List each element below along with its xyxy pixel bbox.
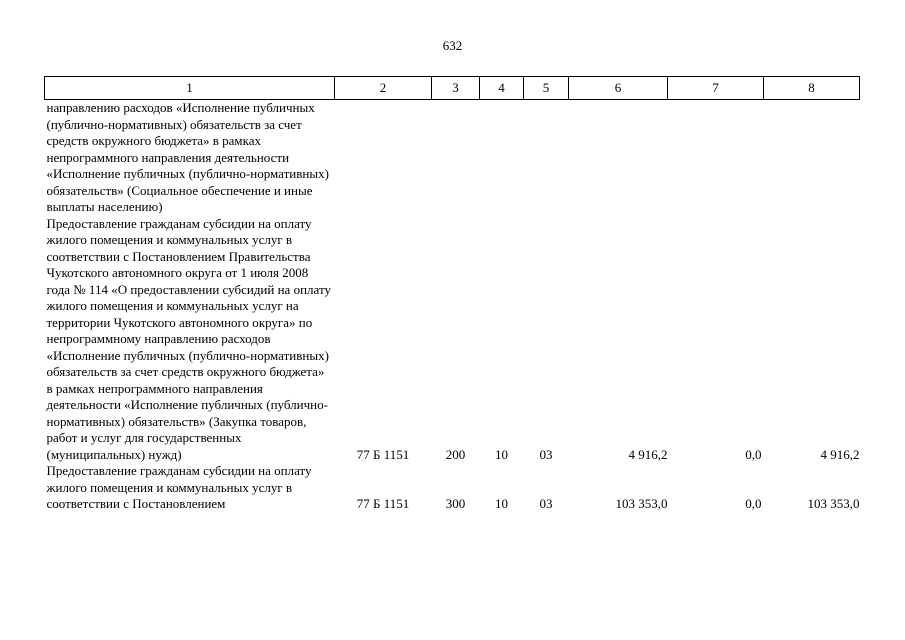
table-row [45, 100, 860, 216]
cell-amount-8: 4 916,2 [820, 446, 860, 462]
page-number: 632 [442, 38, 463, 53]
cell-subsection: 03 [539, 496, 553, 511]
table-header [45, 77, 860, 100]
cell-amount-8: 103 353,0 [807, 496, 860, 511]
cell-section: 10 [495, 446, 508, 462]
cell-subsection: 03 [539, 446, 553, 462]
table-header-row [45, 77, 860, 100]
budget-table [44, 76, 860, 513]
cell-amount-6 [569, 100, 668, 216]
cell-target-code: 77 Б 1151 [356, 446, 410, 462]
cell-amount-6: 4 916,2 [628, 446, 668, 462]
cell-amount-7: 0,0 [745, 446, 762, 462]
cell-amount-7 [668, 100, 764, 216]
cell-expense-type: 200 [445, 446, 466, 462]
column-header-1: 1 [45, 77, 335, 100]
row-description: Предоставление гражданам субсидии на оплату жилого помещения и коммунальных услуг в соответствии с Постановлением Правительства Чукотского автономного округа от 1 июля 2008 года № 114 «О предоставлении субсидий на оплату жилого помещения и коммунальных услуг на территории Чукотского автономного округа» по непрограммному направлению расходов «Исполнение публичных (публично-нормативных) обязательств за счет средств окружного бюджета» в рамках непрограммного направления деятельности «Исполнение публичных (публично-нормативных) обязательств» (Закупка товаров, работ и услуг для государственных (муниципальных) нужд) [46, 215, 331, 462]
cell-amount-6: 103 353,0 [615, 496, 668, 511]
cell-section [480, 100, 524, 216]
column-header-4: 4 [480, 77, 524, 100]
cell-target-code: 77 Б 1151 [356, 496, 410, 511]
column-header-8: 8 [764, 77, 860, 100]
column-header-5: 5 [524, 77, 569, 100]
cell-expense-type [432, 100, 480, 216]
column-header-3: 3 [432, 77, 480, 100]
cell-subsection [524, 100, 569, 216]
column-header-2: 2 [335, 77, 432, 100]
column-header-6: 6 [569, 77, 668, 100]
cell-section: 10 [495, 496, 508, 511]
cell-amount-7: 0,0 [745, 496, 762, 511]
table-body [45, 100, 860, 513]
table-row [45, 216, 860, 464]
row-description: Предоставление гражданам субсидии на оплату жилого помещения и коммунальных услуг в соответствии с Постановлением [46, 463, 312, 511]
column-header-7: 7 [668, 77, 764, 100]
cell-expense-type: 300 [445, 496, 466, 511]
cell-amount-8 [764, 100, 860, 216]
row-description: направлению расходов «Исполнение публичных (публично-нормативных) обязательств за счет средств окружного бюджета» в рамках непрограммного направления деятельности «Исполнение публичных (публично-нормативных) обязательств» (Социальное обеспечение и иные выплаты населению) [46, 100, 329, 214]
table-row [45, 463, 860, 513]
cell-target-code [335, 100, 432, 216]
